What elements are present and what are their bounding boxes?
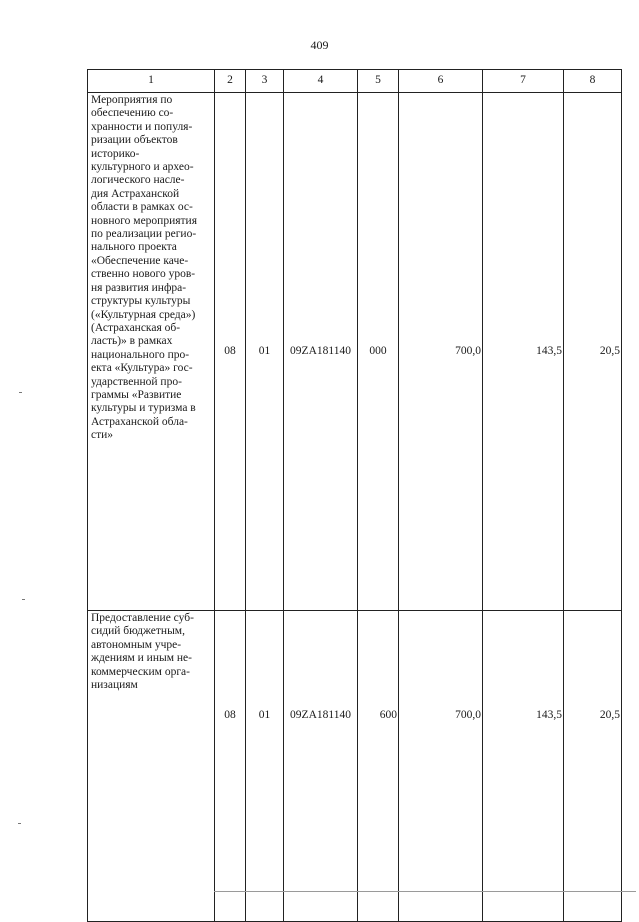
column-header: 7 <box>483 70 564 93</box>
target-article-code: 09ZA181140 <box>284 93 358 611</box>
expense-type-code: 600 <box>358 611 399 922</box>
scan-mark <box>18 823 21 824</box>
target-article-code: 09ZA181140 <box>284 611 358 922</box>
amount-col8: 20,5 <box>564 611 622 922</box>
row-description: Мероприятия по обеспечению со- хранности и популя- ризации объектов историко- культурного и архео- логического насле- дия Астраханской области в рамках ос- новного мероприятия по реализации регио- нального проекта «Обеспечение каче- ственно нового уров- ня развития инфра- структуры культуры («Культурная среда») (Астраханская об- ласть)» в рамках национального про- екта «Культура» гос- ударственной про- граммы «Развитие культуры и туризма в Астраханской обла- сти» <box>88 93 215 611</box>
amount-col8: 20,5 <box>564 93 622 611</box>
column-header: 1 <box>88 70 215 93</box>
table-header-row <box>88 70 622 93</box>
column-header: 8 <box>564 70 622 93</box>
amount-col7: 143,5 <box>483 93 564 611</box>
column-header: 3 <box>246 70 284 93</box>
subsection-code: 01 <box>246 93 284 611</box>
scan-mark <box>22 599 25 600</box>
column-header: 5 <box>358 70 399 93</box>
column-header: 2 <box>215 70 246 93</box>
scan-edge-line <box>214 891 636 892</box>
section-code: 08 <box>215 93 246 611</box>
page-number: 409 <box>310 38 329 52</box>
amount-col7: 143,5 <box>483 611 564 922</box>
budget-table <box>87 69 622 922</box>
row-description: Предоставление суб- сидий бюджетным, автономным учре- ждениям и иным не- коммерческим орга- низациям <box>88 611 215 922</box>
table-row <box>88 611 622 922</box>
column-header: 4 <box>284 70 358 93</box>
amount-col6: 700,0 <box>399 611 483 922</box>
section-code: 08 <box>215 611 246 922</box>
table-row <box>88 93 622 611</box>
column-header: 6 <box>399 70 483 93</box>
expense-type-code: 000 <box>358 93 399 611</box>
amount-col6: 700,0 <box>399 93 483 611</box>
scan-mark <box>19 392 22 393</box>
subsection-code: 01 <box>246 611 284 922</box>
